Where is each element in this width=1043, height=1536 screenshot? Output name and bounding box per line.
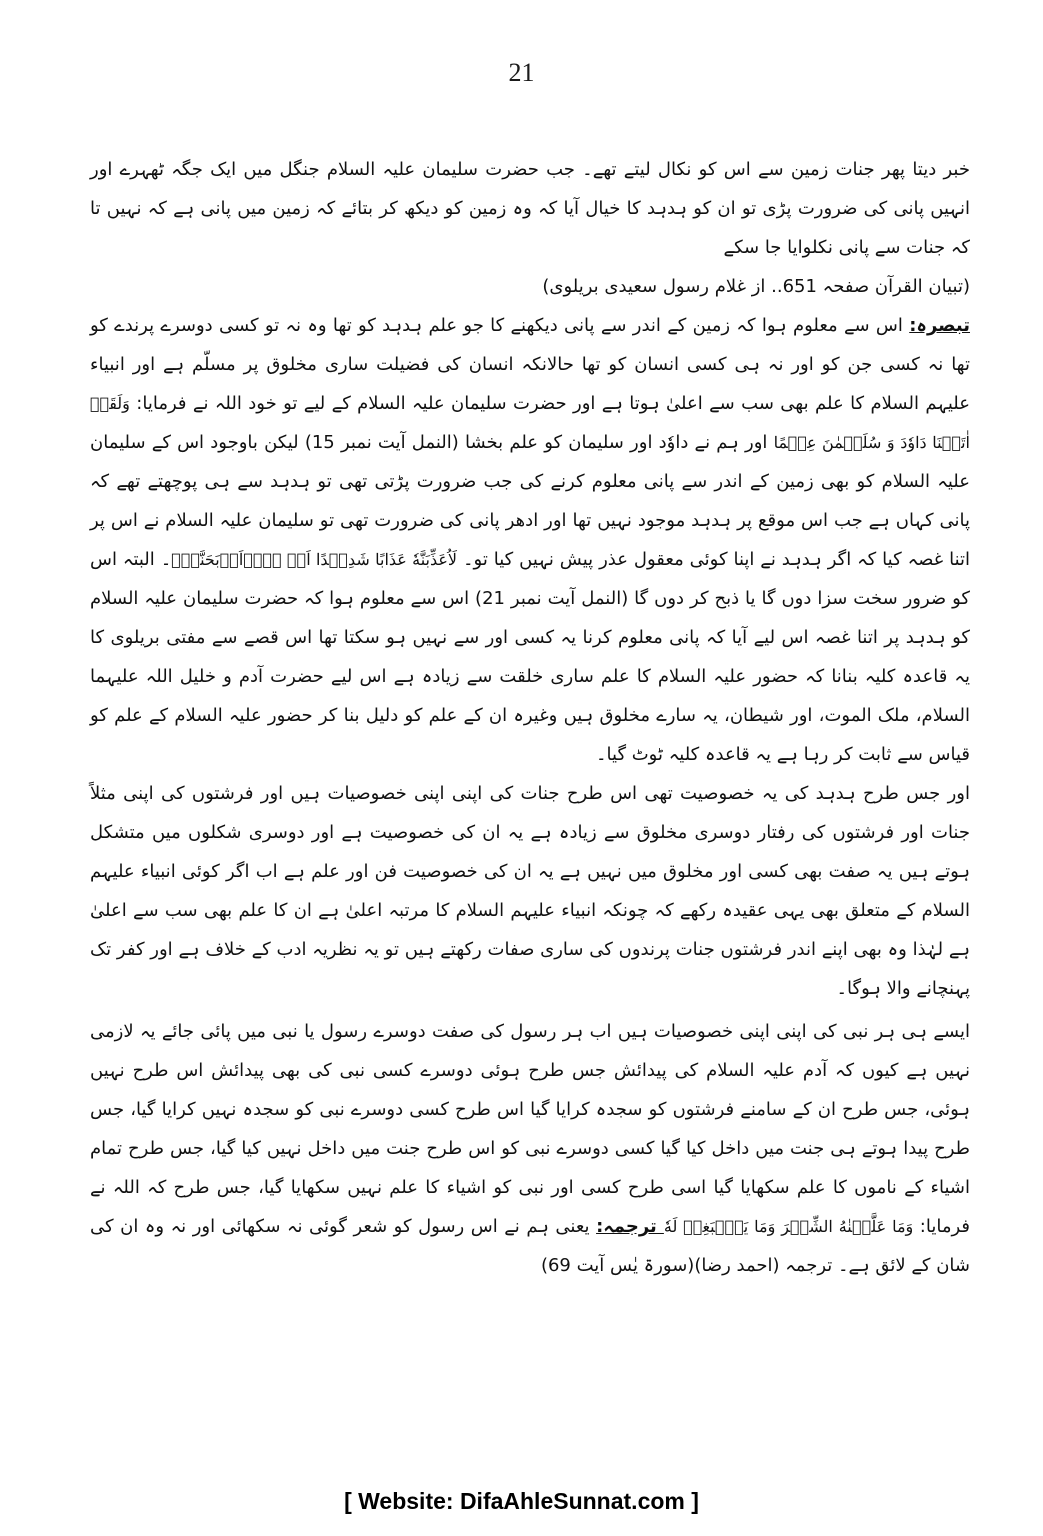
paragraph-2-text-2: اور ہم نے داوٗد اور سلیمان کو علم بخشا (النمل آیت نمبر 15) لیکن باوجود اس کے سلیمان علیہ السلام کو بھی زمین کے اندر سے پانی معلوم کرنے کی جب ضرورت پڑتی تھی تو ہدہد سے ہی پوچھتے تھے کہ پانی کہاں ہے جب اس موقع پر ہدہد موجود نہیں تھا اور ادھر پانی کی ضرورت تھی تو سلیمان علیہ السلام نے اس پر اتنا غصہ کیا کہ اگر ہدہد نے اپنا کوئی معقول عذر پیش نہیں کیا تو۔ [90, 432, 971, 570]
paragraph-1: خبر دیتا پھر جنات زمین سے اس کو نکال لیتے تھے۔ جب حضرت سلیمان علیہ السلام جنگل میں ایک جگہ ٹھہرے اور انہیں پانی کی ضرورت پڑی تو ان کو ہدہد کا خیال آیا کہ وہ زمین کو دیکھ کر بتائے کہ زمین میں پانی ہے کہ نہیں تا کہ جنات سے پانی نکلوایا جا سکے [90, 159, 970, 258]
page-number: 21 [508, 58, 535, 87]
paragraph-2-text-3: ۔ البتہ اس کو ضرور سخت سزا دوں گا یا ذبح کر دوں گا (النمل آیت نمبر 21) اس سے معلوم ہوا کہ حضرت سلیمان علیہ السلام کو ہدہد پر اتنا غصہ اس لیے آیا کہ پانی معلوم کرنا یہ کسی اور سے نہیں ہو سکتا تھا اس قصے سے مفتی بریلوی کا یہ قاعدہ کلیہ بنانا کہ حضور علیہ السلام کا علم ساری خلقت سے زیادہ ہے اس لیے حضرت آدم و خلیل اللہ علیہما السلام، ملک الموت، اور شیطان، یہ سارے مخلوق ہیں وغیرہ ان کے علم کو دلیل بنا کر حضور علیہ السلام کے علم کو قیاس سے ثابت کر رہا ہے یہ قاعدہ کلیہ ٹوٹ گیا۔ [90, 549, 970, 765]
paragraph-4 [90, 1012, 970, 1285]
tabsira-label: تبصرہ: [909, 315, 970, 336]
reference-1: (تبیان القرآن صفحہ 651.. از غلام رسول سعیدی بریلوی) [542, 276, 970, 297]
tarjuma-label: ترجمہ: [596, 1216, 664, 1237]
paragraph-3: اور جس طرح ہدہد کی یہ خصوصیت تھی اس طرح جنات کی اپنی اپنی خصوصیات ہیں اور فرشتوں کی اپنی مثلاً جنات اور فرشتوں کی رفتار دوسری مخلوق سے زیادہ ہے یہ ان کی خصوصیت ہے اور دوسری شکلوں میں متشکل ہوتے ہیں یہ صفت بھی کسی اور مخلوق میں نہیں ہے یہ ان کی خصوصیت فن اور علم ہے اب اگر کوئی انبیاء علیہم السلام کے متعلق بھی یہی عقیدہ رکھے کہ چونکہ انبیاء علیہم السلام کا مرتبہ اعلیٰ ہے ان کا علم بھی سب سے اعلیٰ ہے لہٰذا وہ بھی اپنے اندر فرشتوں جنات پرندوں کی ساری صفات رکھتے ہیں تو یہ نظریہ ادب کے خلاف ہے اور کفر تک پہنچانے والا ہوگا۔ [90, 783, 970, 999]
paragraph-4-text-2: یعنی ہم نے اس رسول کو شعر گوئی نہ سکھائی اور نہ وہ ان کی شان کے لائق ہے۔ ترجمہ (احمد رضا)(سورۃ یٰس آیت 69) [90, 1216, 970, 1276]
ayah-2: لَاُعَذِّبَنَّهٗ عَذَابًا شَدِیۡدًا اَوۡ لَاۡاَذۡبَحَنَّهٗۤ [171, 550, 458, 569]
paragraph-4-text-1: ایسے ہی ہر نبی کی اپنی اپنی خصوصیات ہیں اب ہر رسول کی صفت دوسرے رسول یا نبی میں پائی جائے یہ لازمی نہیں ہے کیوں کہ آدم علیہ السلام کی پیدائش جس طرح ہوئی دوسرے کسی نبی کی بھی پیدائش اس طرح نہیں ہوئی، جس طرح ان کے سامنے فرشتوں کو سجدہ کرایا گیا اس طرح کسی دوسرے نبی کو سجدہ نہیں کرایا گیا، جس طرح پیدا ہوتے ہی جنت میں داخل کیا گیا کسی دوسرے نبی کو اس طرح جنت میں داخل نہیں کیا گیا، جس طرح تمام اشیاء کے ناموں کا علم سکھایا گیا اسی طرح کسی اور نبی کو اشیاء کا علم نہیں سکھایا گیا، جس طرح کہ اللہ نے فرمایا: [90, 1021, 970, 1237]
paragraph-2-text-1: اس سے معلوم ہوا کہ زمین کے اندر سے پانی دیکھنے کا جو علم ہدہد کو تھا وہ نہ تو کسی دوسرے پرندے کو تھا نہ کسی جن کو اور نہ ہی کسی انسان کو تھا حالانکہ انسان کی فضیلت ساری مخلوق پر مسلّم ہے اور انبیاء علیہم السلام کا علم بھی سب سے اعلیٰ ہوتا ہے اور حضرت سلیمان علیہ السلام کے لیے تو خود اللہ نے فرمایا: [90, 315, 970, 414]
page-body [90, 150, 970, 1285]
paragraph-2 [90, 306, 970, 774]
ayah-3: وَمَا عَلَّمۡنٰهُ الشِّعۡرَ وَمَا یَنۡۢبَغِیۡ لَهٗ [663, 1217, 914, 1236]
ayah-1: وَلَقَدۡ اٰتَیۡنَا دَاوٗدَ وَ سُلَیۡمٰنَ عِلۡمًا [90, 394, 971, 452]
website-footer: [ Website: DifaAhleSunnat.com ] [344, 1488, 699, 1514]
